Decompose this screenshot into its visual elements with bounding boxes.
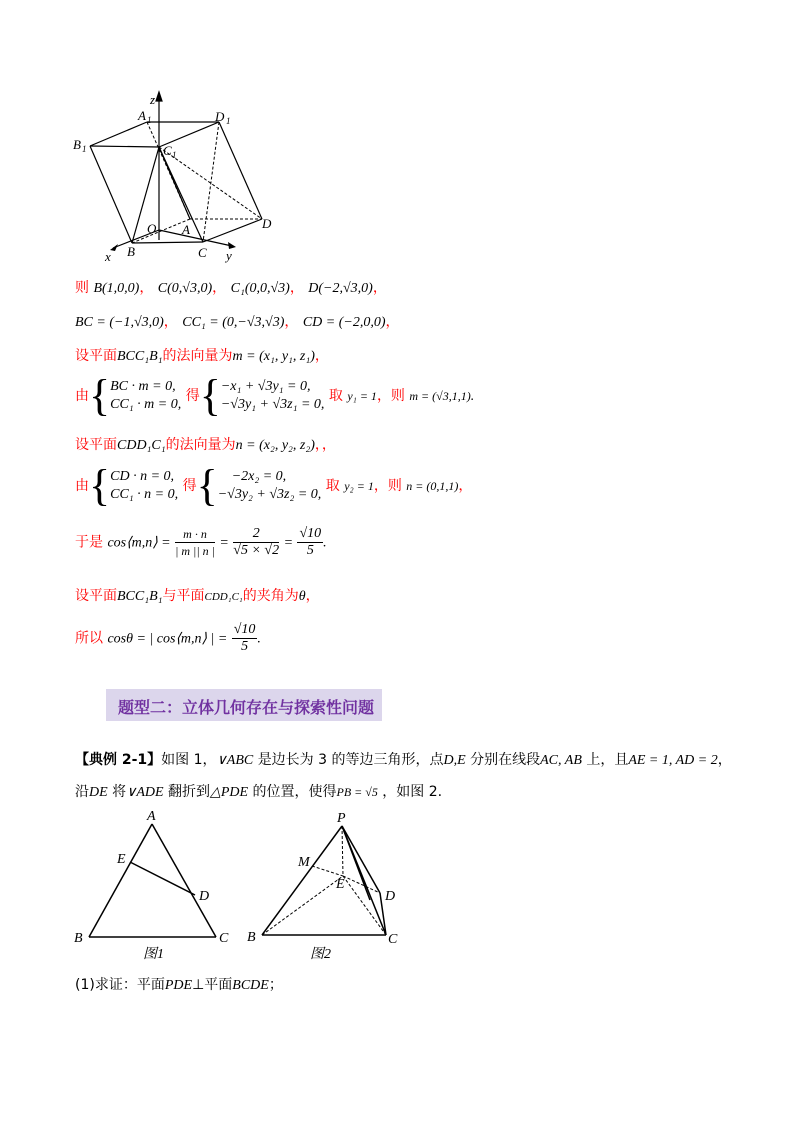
question-1: (1)求证：平面PDE⊥平面BCDE；	[75, 977, 283, 993]
solution-line-6: 由{ CD · n = 0, CC₁ · n = 0, 得{ −2x₂ = 0, −√3y₂ + √3z₂ = 0, 取 y₂ = 1，则 n = (0,1,1)，	[75, 461, 473, 510]
y-axis	[159, 230, 232, 246]
fig2-B: B	[247, 930, 256, 945]
fig1-B: B	[74, 931, 83, 946]
solution-line-2: BC = (−1,√3,0)， CC₁ = (0,−√3,√3)， CD = (−2,0,0)，	[75, 314, 400, 330]
label-D1: D	[215, 109, 225, 124]
fig2-D: D	[385, 889, 396, 904]
cube-figure	[60, 85, 290, 265]
label-y: y	[226, 248, 232, 263]
label-z: z	[150, 92, 156, 107]
label-B: B	[127, 244, 135, 259]
label-C: C	[198, 245, 207, 260]
solution-line-4: 由{ BC · m = 0, CC₁ · m = 0, 得{ −x₁ + √3y₁ = 0, −√3y₁ + √3z₁ = 0, 取 y₁ = 1，则 m = (√3,1,1).	[75, 371, 475, 420]
fig2-E: E	[336, 877, 345, 892]
fig1-C: C	[219, 931, 229, 946]
label-D: D	[262, 216, 272, 231]
fig2-C: C	[388, 932, 398, 947]
solution-line-3: 设平面BCC₁B₁的法向量为m = (x₁, y₁, z₁)，	[75, 348, 329, 364]
solution-line-8: 设平面BCC₁B₁与平面CDD₁C₁的夹角为θ，	[75, 588, 320, 604]
label-C1: C	[163, 143, 172, 158]
section-heading: 题型二：立体几何存在与探索性问题	[106, 689, 382, 721]
fig1-D: D	[199, 889, 210, 904]
fig2-M: M	[298, 855, 310, 870]
fig1-E: E	[117, 852, 126, 867]
svg-text:1: 1	[147, 115, 152, 125]
label-x: x	[105, 249, 111, 264]
fig1-caption: 图1	[143, 947, 164, 962]
figure-1-triangle	[70, 805, 240, 965]
label-A1: A	[138, 108, 146, 123]
fig1-A: A	[147, 809, 156, 824]
solution-line-7: 于是 cos⟨m,n⟩ = $\frac{m \cdot n}{| m || n |}$ = $\frac{2}{√5 \times √2}$ = $\frac{√10}{5}$ .	[75, 526, 327, 558]
example-paragraph-1: 【典例 2-1】如图 1，∨ABC 是边长为 3 的等边三角形，点D,E 分别在线段AC, AB 上，且AE = 1, AD = 2，	[75, 752, 732, 768]
fig2-P: P	[337, 811, 346, 826]
figure-2-pyramid	[245, 810, 415, 965]
svg-text:1: 1	[226, 116, 231, 126]
svg-text:1: 1	[172, 150, 177, 160]
solution-line-1: 则 B(1,0,0)， C(0,√3,0)， C₁(0,0,√3)， D(−2,√3,0)，	[75, 280, 387, 296]
label-O: O	[147, 221, 157, 236]
label-B1: B	[73, 137, 81, 152]
solution-line-9: 所以 cosθ = | cos⟨m,n⟩ | = $\frac{√10}{5}$ .	[75, 622, 261, 654]
example-paragraph-2: 沿DE 将∨ADE 翻折到△PDE 的位置，使得PB = √5 ，如图 2.	[75, 784, 443, 800]
solution-line-5: 设平面CDD₁C₁的法向量为n = (x₂, y₂, z₂)，，	[75, 437, 336, 453]
svg-text:1: 1	[82, 144, 87, 154]
fig2-caption: 图2	[310, 947, 331, 962]
label-A: A	[182, 222, 190, 237]
